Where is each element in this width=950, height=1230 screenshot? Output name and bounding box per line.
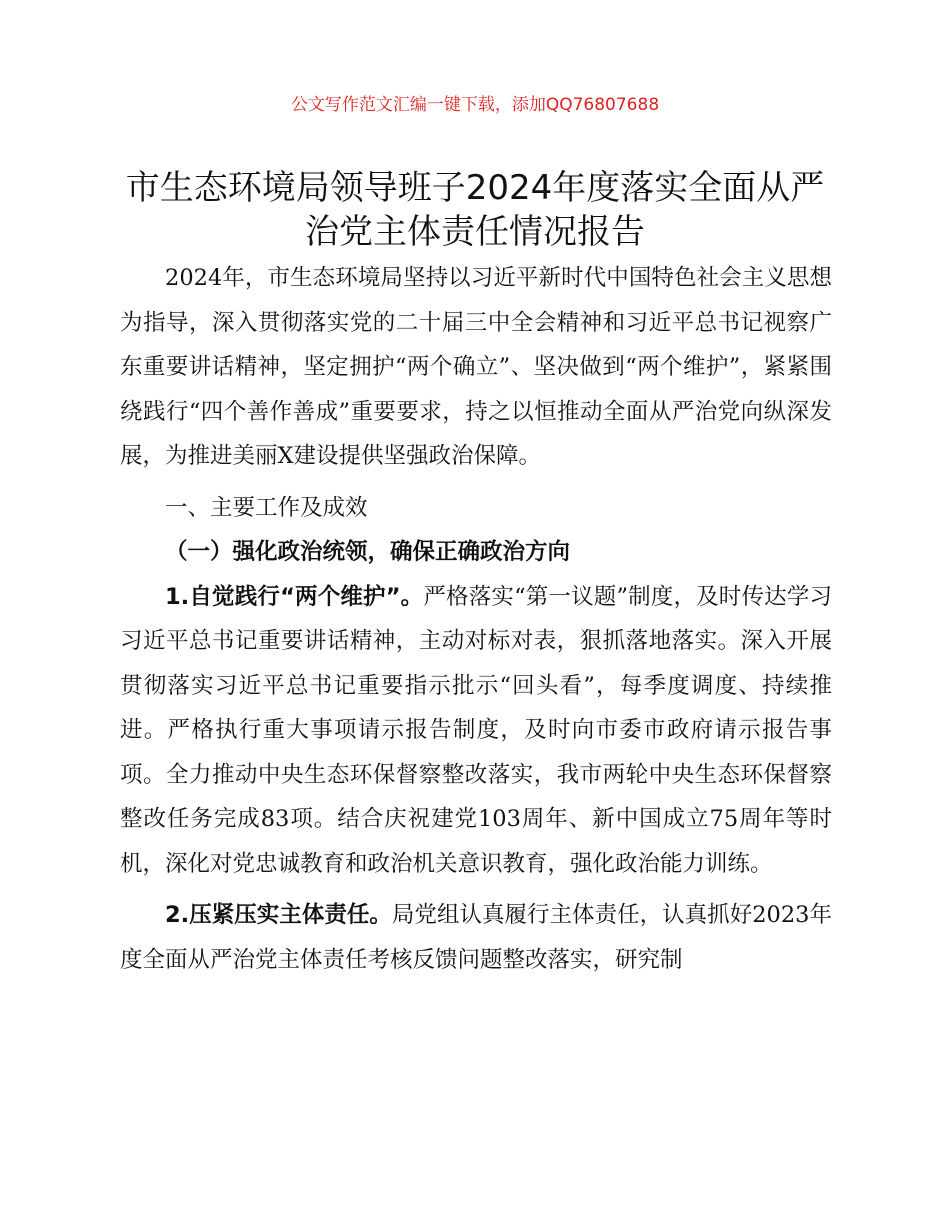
item-paragraph-2 — [120, 893, 832, 982]
item-2-lead: 2.压紧压实主体责任。 — [165, 902, 392, 928]
subsection-heading: （一）强化政治统领，确保正确政治方向 — [165, 539, 571, 565]
document-title — [110, 166, 840, 254]
item-paragraph-1 — [120, 575, 832, 887]
section-heading: 一、主要工作及成效 — [165, 494, 368, 521]
document-body — [120, 256, 832, 982]
title-line-1: 市生态环境局领导班子2024年度落实全面从严 — [125, 168, 825, 208]
title-line-2: 治党主体责任情况报告 — [305, 212, 645, 252]
item-2-text: 局党组认真履行主体责任，认真抓好2023年度全面从严治党主体责任考核反馈问题整改落实，研究制 — [120, 902, 832, 973]
item-1-text: 严格落实“第一议题”制度，及时传达学习习近平总书记重要讲话精神，主动对标对表，狠抓落地落实。深入开展贯彻落实习近平总书记重要指示批示“回头看”，每季度调度、持续推进。严格执行重大事项请示报告制度，及时向市委市政府请示报告事项。全力推动中央生态环保督察整改落实，我市两轮中央生态环保督察整改任务完成83项。结合庆祝建党103周年、新中国成立75周年等时机，深化对党忠诚教育和政治机关意识教育，强化政治能力训练。 — [120, 583, 833, 877]
download-promo-note: 公文写作范文汇编一键下载，添加QQ76807688 — [290, 95, 660, 115]
intro-paragraph: 2024年，市生态环境局坚持以习近平新时代中国特色社会主义思想为指导，深入贯彻落实党的二十届三中全会精神和习近平总书记视察广东重要讲话精神，坚定拥护“两个确立”、坚决做到“两个维护”，紧紧围绕践行“四个善作善成”重要要求，持之以恒推动全面从严治党向纵深发展，为推进美丽X建设提供坚强政治保障。 — [120, 265, 832, 469]
item-1-lead: 1.自觉践行“两个维护”。 — [165, 583, 424, 610]
